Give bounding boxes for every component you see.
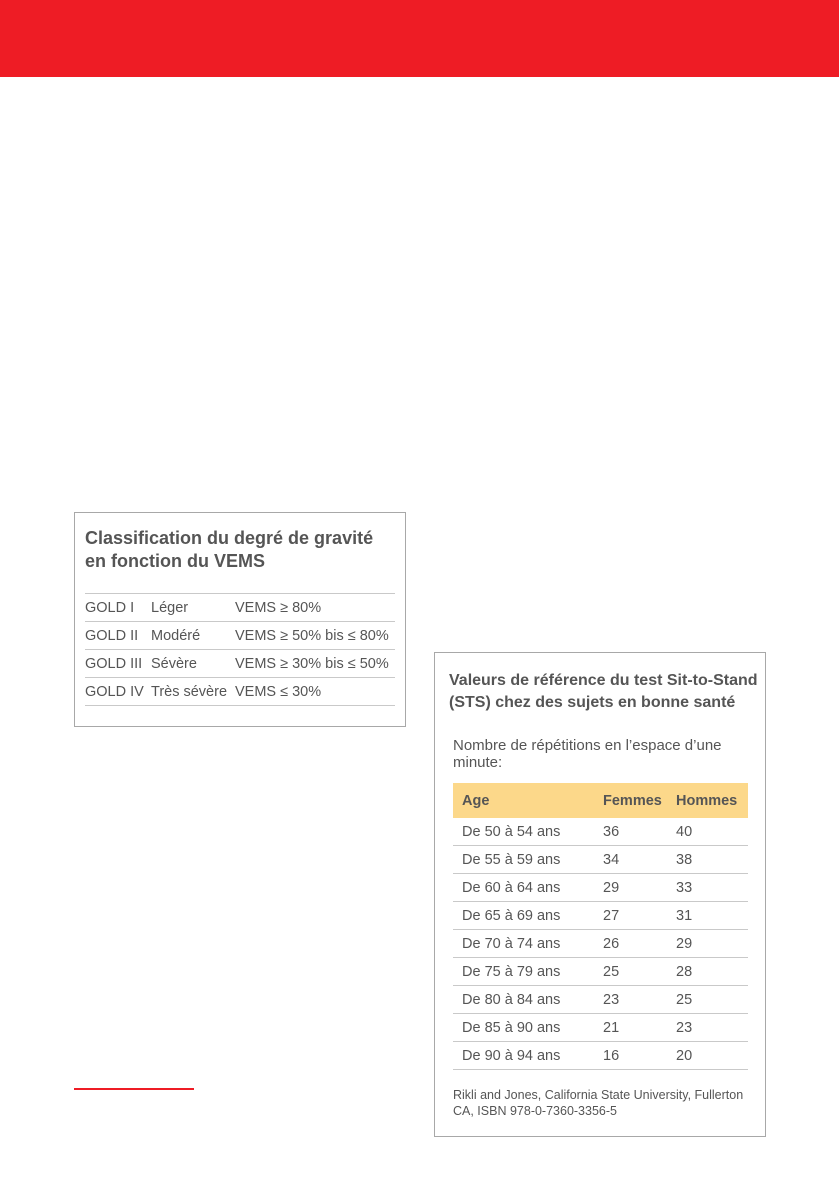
table-row [453,818,748,846]
gold-severity: Léger [151,594,235,622]
sts-reference-box [434,652,766,1137]
table-row [453,958,748,986]
men-cell: 31 [676,902,748,930]
table-row [453,1014,748,1042]
men-cell: 29 [676,930,748,958]
women-cell: 23 [603,986,676,1014]
gold-stage: GOLD III [85,650,151,678]
table-row [85,650,395,678]
women-cell: 21 [603,1014,676,1042]
men-cell: 25 [676,986,748,1014]
age-cell: De 85 à 90 ans [453,1014,603,1042]
women-cell: 25 [603,958,676,986]
gold-classification-box [74,512,406,727]
gold-criterion: VEMS ≥ 80% [235,594,395,622]
sts-subtitle: Nombre de répétitions en l’espace d’une minute: [453,737,722,771]
age-cell: De 50 à 54 ans [453,818,603,846]
sts-box-title: Valeurs de référence du test Sit-to-Stand (STS) chez des sujets en bonne santé [449,672,758,711]
men-cell: 33 [676,874,748,902]
table-row [453,986,748,1014]
women-cell: 27 [603,902,676,930]
age-cell: De 65 à 69 ans [453,902,603,930]
women-cell: 26 [603,930,676,958]
women-cell: 34 [603,846,676,874]
gold-criterion: VEMS ≥ 30% bis ≤ 50% [235,650,395,678]
table-row [85,622,395,650]
age-cell: De 90 à 94 ans [453,1042,603,1070]
age-cell: De 60 à 64 ans [453,874,603,902]
women-cell: 36 [603,818,676,846]
gold-table [85,593,395,706]
men-cell: 20 [676,1042,748,1070]
header-band [0,0,839,77]
gold-box-title: Classification du degré de gravité en fonction du VEMS [85,528,374,571]
footnote-divider [74,1088,194,1090]
gold-stage: GOLD I [85,594,151,622]
women-cell: 16 [603,1042,676,1070]
gold-stage: GOLD II [85,622,151,650]
table-row [453,902,748,930]
table-row [453,846,748,874]
column-header-age: Age [453,783,603,818]
gold-criterion: VEMS ≤ 30% [235,678,395,706]
sts-source-citation: Rikli and Jones, California State University, Fullerton CA, ISBN 978-0-7360-3356-5 [453,1088,744,1118]
gold-severity: Sévère [151,650,235,678]
age-cell: De 55 à 59 ans [453,846,603,874]
table-row [453,1042,748,1070]
men-cell: 28 [676,958,748,986]
table-row [453,930,748,958]
gold-criterion: VEMS ≥ 50% bis ≤ 80% [235,622,395,650]
table-header-row [453,783,748,818]
column-header-men: Hommes [676,783,748,818]
gold-severity: Modéré [151,622,235,650]
men-cell: 40 [676,818,748,846]
age-cell: De 70 à 74 ans [453,930,603,958]
men-cell: 38 [676,846,748,874]
age-cell: De 80 à 84 ans [453,986,603,1014]
gold-severity: Très sévère [151,678,235,706]
women-cell: 29 [603,874,676,902]
sts-table [453,783,748,1070]
men-cell: 23 [676,1014,748,1042]
gold-stage: GOLD IV [85,678,151,706]
age-cell: De 75 à 79 ans [453,958,603,986]
table-row [453,874,748,902]
table-row [85,678,395,706]
column-header-women: Femmes [603,783,676,818]
table-row [85,594,395,622]
